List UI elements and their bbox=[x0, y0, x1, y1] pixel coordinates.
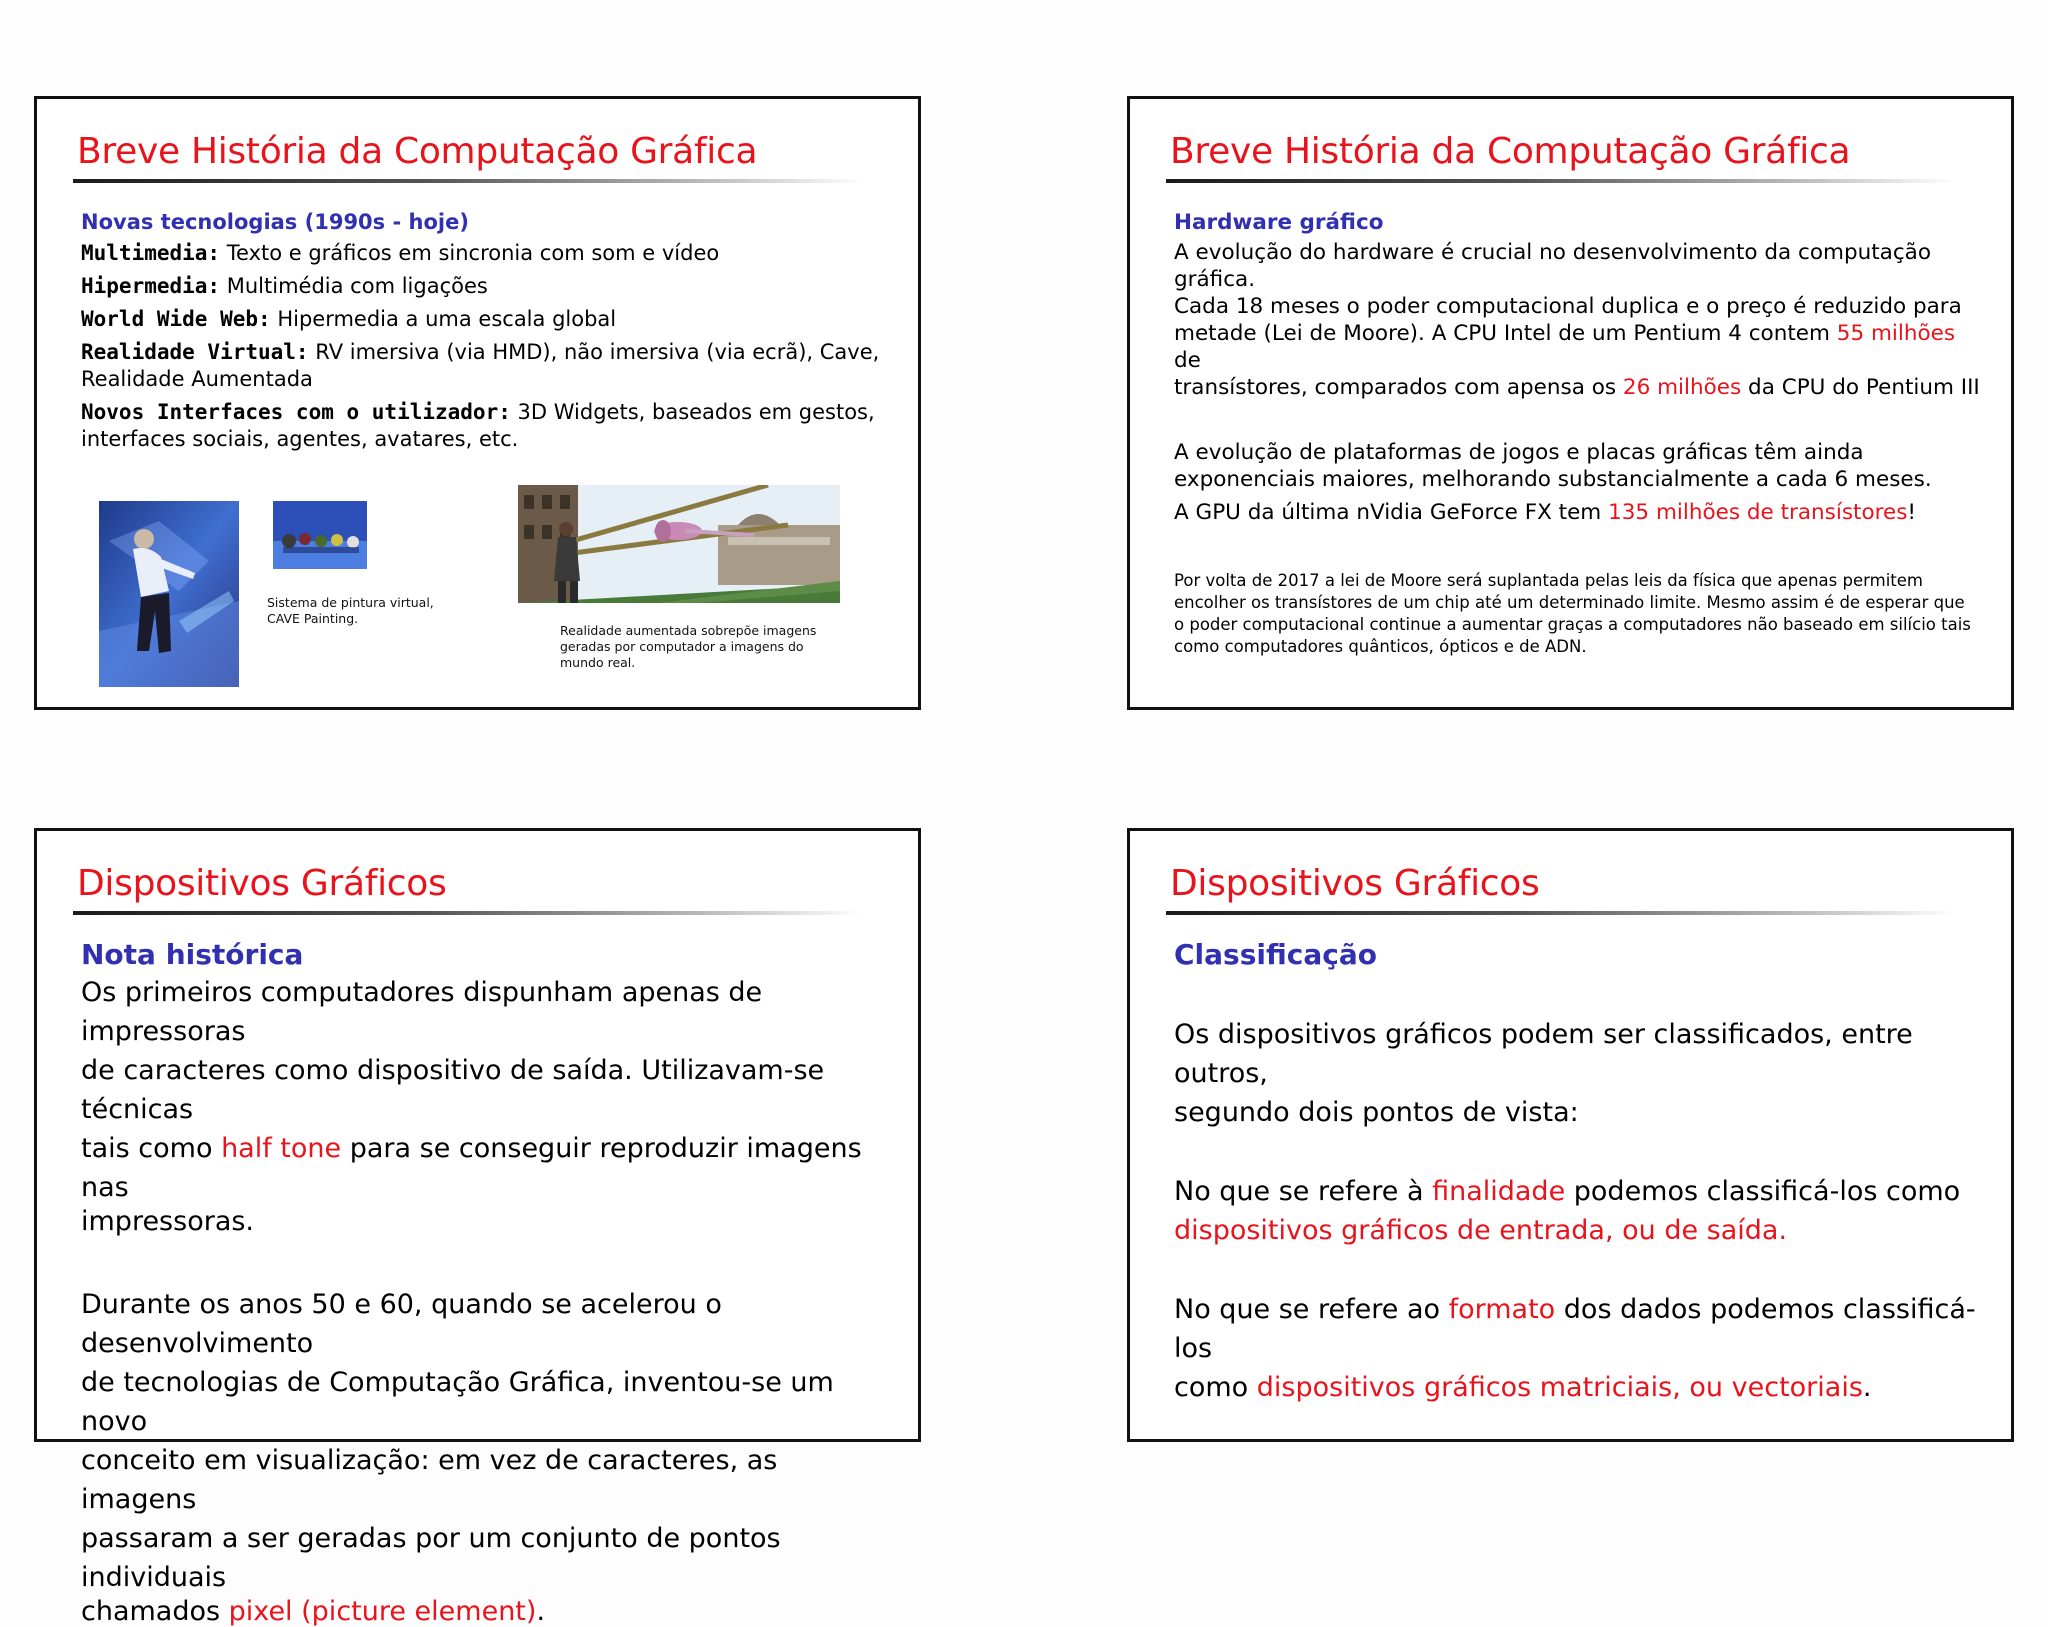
text-line bbox=[81, 1129, 894, 1207]
title-underline bbox=[1166, 911, 1956, 915]
text-run: como bbox=[1174, 1372, 1257, 1403]
augmented-reality-photo bbox=[518, 485, 840, 603]
text-run: da CPU do Pentium III bbox=[1741, 375, 1980, 400]
item-text: Texto e gráficos em sincronia com som e vídeo bbox=[220, 241, 720, 265]
title-underline bbox=[73, 179, 863, 183]
slide-title: Dispositivos Gráficos bbox=[77, 863, 447, 904]
slide-subtitle: Classificação bbox=[1174, 938, 1377, 971]
text-run: podemos classificá-los como bbox=[1565, 1176, 1961, 1207]
text-run: ! bbox=[1907, 500, 1917, 525]
text-line: Os dispositivos gráficos podem ser classificados, entre outros, bbox=[1174, 1019, 1913, 1089]
slide-body bbox=[1174, 937, 1987, 1407]
text-line: exponenciais maiores, melhorando substancialmente a cada 6 meses. bbox=[1174, 467, 1932, 492]
text-line: segundo dois pontos de vista: bbox=[1174, 1097, 1579, 1128]
item-term: Hipermedia: bbox=[81, 274, 221, 298]
slide-title: Breve História da Computação Gráfica bbox=[1170, 131, 1851, 172]
text-line: Cada 18 meses o poder computacional duplica e o preço é reduzido para bbox=[1174, 294, 1962, 319]
cave-caption bbox=[267, 595, 434, 627]
text-line: A evolução de plataformas de jogos e placas gráficas têm ainda bbox=[1174, 440, 1864, 465]
text-line: impressoras. bbox=[81, 1206, 255, 1237]
text-run: metade (Lei de Moore). A CPU Intel de um Pentium 4 contem bbox=[1174, 321, 1837, 346]
slide-title: Dispositivos Gráficos bbox=[1170, 863, 1540, 904]
list-item bbox=[81, 399, 894, 453]
item-term: Multimedia: bbox=[81, 241, 221, 265]
text-run: chamados bbox=[81, 1596, 229, 1627]
list-item bbox=[81, 339, 894, 393]
caption-line: geradas por computador a imagens do bbox=[560, 639, 804, 654]
list-item bbox=[81, 273, 894, 300]
item-text-cont: Realidade Aumentada bbox=[81, 367, 313, 391]
text-line bbox=[1174, 374, 1987, 401]
slide-subtitle: Novas tecnologias (1990s - hoje) bbox=[81, 210, 469, 234]
slide-1 bbox=[34, 96, 921, 710]
item-term: Novos Interfaces com o utilizador: bbox=[81, 400, 511, 424]
slide-2 bbox=[1127, 96, 2014, 710]
footnote-line: o poder computacional continue a aumentar graças a computadores não baseado em silício tais bbox=[1174, 615, 1971, 634]
slide-body bbox=[1174, 209, 1987, 658]
footnote-line: como computadores quânticos, ópticos e de ADN. bbox=[1174, 637, 1587, 656]
caption-line: Realidade aumentada sobrepõe imagens bbox=[560, 623, 817, 638]
slide-body bbox=[81, 209, 894, 459]
highlight-text: dispositivos gráficos matriciais, ou vectoriais bbox=[1256, 1372, 1863, 1403]
title-underline bbox=[73, 911, 863, 915]
slide-subtitle: Hardware gráfico bbox=[1174, 210, 1384, 235]
text-line bbox=[1174, 1290, 1987, 1368]
text-line bbox=[81, 1597, 894, 1627]
text-run: para se conseguir reproduzir imagens nas bbox=[81, 1133, 862, 1203]
slide-title: Breve História da Computação Gráfica bbox=[77, 131, 758, 172]
footnote-line: encolher os transístores de um chip até um determinado limite. Mesmo assim é de esperar que bbox=[1174, 593, 1965, 612]
text-run: A GPU da última nVidia GeForce FX tem bbox=[1174, 500, 1609, 525]
text-line bbox=[1174, 1172, 1987, 1211]
text-run: No que se refere à bbox=[1174, 1176, 1433, 1207]
slide-4 bbox=[1127, 828, 2014, 1442]
item-term: World Wide Web: bbox=[81, 307, 271, 331]
text-line bbox=[1174, 499, 1987, 526]
text-line: A evolução do hardware é crucial no desenvolvimento da computação gráfica. bbox=[1174, 240, 1932, 292]
highlight-text: half tone bbox=[221, 1133, 342, 1164]
highlight-text: formato bbox=[1448, 1294, 1556, 1325]
text-line bbox=[1174, 320, 1987, 374]
text-line: de tecnologias de Computação Gráfica, inventou-se um novo bbox=[81, 1367, 834, 1437]
item-text: Hipermedia a uma escala global bbox=[270, 307, 617, 331]
text-line: conceito em visualização: em vez de caracteres, as imagens bbox=[81, 1445, 778, 1515]
highlight-text: 55 milhões bbox=[1836, 321, 1956, 346]
slide-3 bbox=[34, 828, 921, 1627]
cave-painting-photo bbox=[273, 501, 367, 569]
highlight-text: finalidade bbox=[1432, 1176, 1566, 1207]
text-line: Os primeiros computadores dispunham apenas de impressoras bbox=[81, 977, 763, 1047]
text-run: de bbox=[1174, 348, 1201, 373]
slide-subtitle: Nota histórica bbox=[81, 938, 304, 971]
text-run: transístores, comparados com apensa os bbox=[1174, 375, 1623, 400]
text-run: dos dados podemos classificá-los bbox=[1174, 1294, 1976, 1364]
item-text-cont: interfaces sociais, agentes, avatares, etc. bbox=[81, 427, 519, 451]
highlight-text: 26 milhões bbox=[1622, 375, 1742, 400]
item-text: 3D Widgets, baseados em gestos, bbox=[510, 400, 875, 424]
text-run: . bbox=[536, 1596, 546, 1627]
ar-caption bbox=[560, 623, 816, 671]
caption-line: Sistema de pintura virtual, bbox=[267, 595, 434, 610]
title-underline bbox=[1166, 179, 1956, 183]
highlight-text: 135 milhões de transístores bbox=[1608, 500, 1908, 525]
highlight-text: dispositivos gráficos de entrada, ou de saída. bbox=[1174, 1215, 1788, 1246]
item-term: Realidade Virtual: bbox=[81, 340, 309, 364]
text-line bbox=[1174, 1368, 1987, 1407]
caption-line: CAVE Painting. bbox=[267, 611, 359, 626]
item-text: Multimédia com ligações bbox=[220, 274, 488, 298]
highlight-text: pixel (picture element) bbox=[228, 1596, 537, 1627]
slide-body bbox=[81, 937, 894, 1627]
text-run: No que se refere ao bbox=[1174, 1294, 1449, 1325]
list-item bbox=[81, 306, 894, 333]
text-run: . bbox=[1862, 1372, 1872, 1403]
caption-line: mundo real. bbox=[560, 655, 636, 670]
cave-person-photo bbox=[99, 501, 239, 687]
text-line: Durante os anos 50 e 60, quando se acelerou o desenvolvimento bbox=[81, 1289, 722, 1359]
text-run: tais como bbox=[81, 1133, 222, 1164]
item-text: RV imersiva (via HMD), não imersiva (via ecrã), Cave, bbox=[308, 340, 880, 364]
text-line: passaram a ser geradas por um conjunto de pontos individuais bbox=[81, 1523, 781, 1593]
text-line: de caracteres como dispositivo de saída. Utilizavam-se técnicas bbox=[81, 1055, 825, 1125]
footnote-line: Por volta de 2017 a lei de Moore será suplantada pelas leis da física que apenas permitem bbox=[1174, 571, 1923, 590]
list-item bbox=[81, 240, 894, 267]
